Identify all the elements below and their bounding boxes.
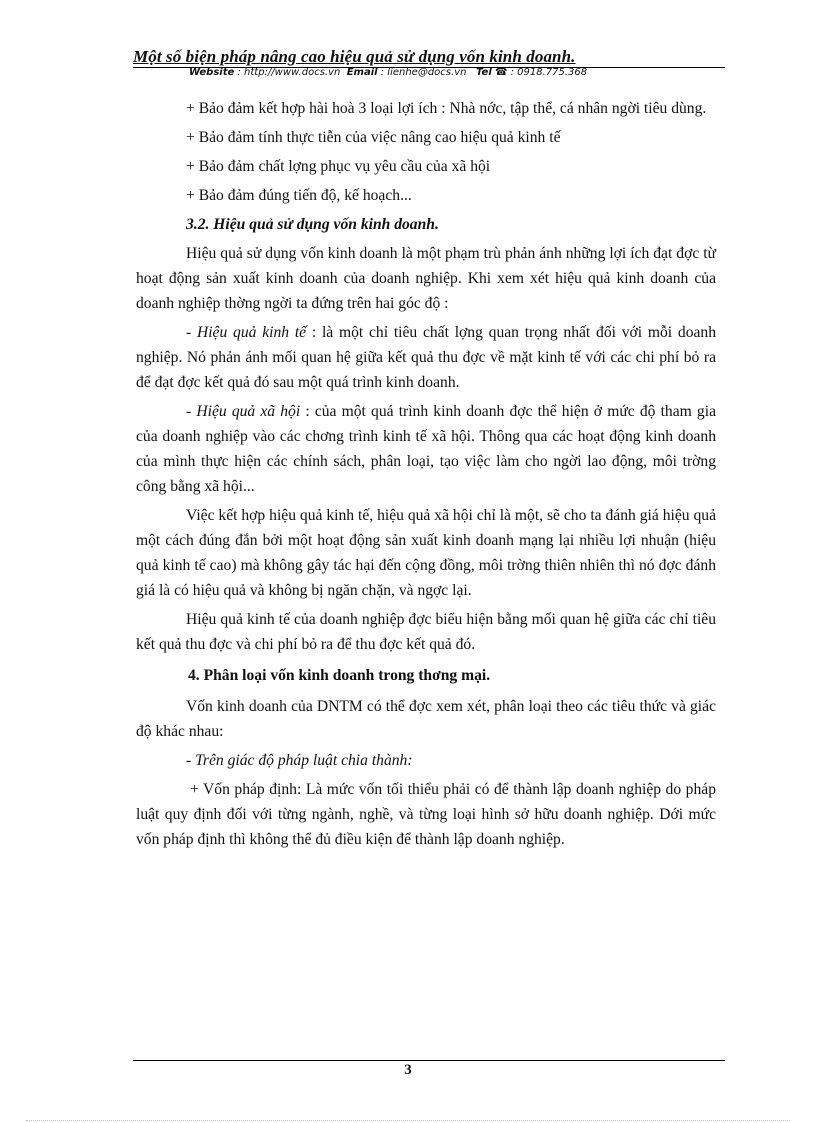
header-contact (189, 66, 587, 79)
term-social-efficiency: - Hiệu quả xã hội (186, 403, 301, 420)
paragraph-1: + Bảo đảm kết hợp hài hoà 3 loại lợi ích : Nhà nớc, tập thể, cá nhân ngời tiêu dùng. (186, 100, 707, 117)
section-heading-4: 4. Phân loại vốn kinh doanh trong thơng mại. (188, 667, 491, 684)
paragraph-6 (136, 320, 716, 395)
section-heading-3-2: 3.2. Hiệu quả sử dụng vốn kinh doanh. (186, 216, 439, 233)
paragraph-2: + Bảo đảm tính thực tiễn của việc nâng cao hiệu quả kinh tế (186, 129, 561, 146)
paragraph-6-text: : là một chỉ tiêu chất lợng quan trọng nhất đối với mỗi doanh nghiệp. Nó phản ánh mối quan hệ giữa kết quả thu đợc về mặt kinh tế với các chi phí bỏ ra để đạt đợc kết quả đó sau một quá trình kinh doanh. (136, 324, 717, 391)
website-label: Website (189, 67, 235, 78)
paragraph-7 (136, 399, 716, 499)
page-header (133, 47, 725, 78)
header-title: Một số biện pháp nâng cao hiệu quả sử dụng vốn kinh doanh. (133, 47, 576, 66)
paragraph-7-text: : của một quá trình kinh doanh đợc thể hiện ở mức độ tham gia của doanh nghiệp vào các chơng trình kinh tế xã hội. Thông qua các hoạt động kinh doanh của mình thực hiện các chính sách, phân loại, tạo việc làm cho ngời lao động, môi trờng công bằng xã hội... (136, 403, 716, 495)
paragraph-10: Vốn kinh doanh của DNTM có thể đợc xem xét, phân loại theo các tiêu thức và giác độ khác nhau: (136, 698, 716, 740)
email-link[interactable]: : lienhe@docs.vn (380, 67, 467, 78)
paragraph-11: + Vốn pháp định: Là mức vốn tối thiểu phải có để thành lập doanh nghiệp do pháp luật quy định đối với từng ngành, nghề, và từng loại hình sở hữu doanh nghiệp. Dới mức vốn pháp định thì không thể đủ điều kiện để thành lập doanh nghiệp. (136, 781, 716, 848)
paragraph-8: Việc kết hợp hiệu quả kinh tế, hiệu quả xã hội chỉ là một, sẽ cho ta đánh giá hiệu quả một cách đúng đắn bởi một hoạt động sản xuất kinh doanh mạng lại nhiều lợi nhuận (hiệu quả kinh tế cao) mà không gây tác hại đến cộng đồng, môi trờng thiên nhiên thì nó đợc đánh giá là có hiệu quả và không bị ngăn chặn, và ngợc lại. (136, 507, 716, 599)
email-label: Email (346, 67, 378, 78)
page-number: 3 (404, 1062, 412, 1078)
paragraph-9: Hiệu quả kinh tế của doanh nghiệp đợc biểu hiện bằng mối quan hệ giữa các chỉ tiêu kết quả thu đợc và chi phí bỏ ra để thu đợc kết quả đó. (136, 611, 716, 653)
tel-label: Tel (476, 67, 492, 78)
paragraph-5: Hiệu quả sử dụng vốn kinh doanh là một phạm trù phản ánh những lợi ích đạt đợc từ hoạt động sản xuất kinh doanh của doanh nghiệp. Khi xem xét hiệu quả kinh doanh của doanh nghiệp thờng ngời ta đứng trên hai góc độ : (136, 245, 716, 312)
document-body (136, 96, 716, 852)
phone-icon: ☎ (494, 67, 508, 78)
website-link[interactable]: : http://www.docs.vn (237, 67, 341, 78)
footer-rule (133, 1060, 725, 1061)
subheading-legal: - Trên giác độ pháp luật chia thành: (186, 752, 413, 769)
page-bottom-edge (26, 1120, 790, 1121)
paragraph-3: + Bảo đảm chất lợng phục vụ yêu cầu của xã hội (186, 158, 491, 175)
term-economic-efficiency: - Hiệu quả kinh tế (186, 324, 307, 341)
paragraph-4: + Bảo đảm đúng tiến độ, kế hoạch... (186, 187, 412, 204)
tel-value: : 0918.775.368 (510, 67, 588, 78)
